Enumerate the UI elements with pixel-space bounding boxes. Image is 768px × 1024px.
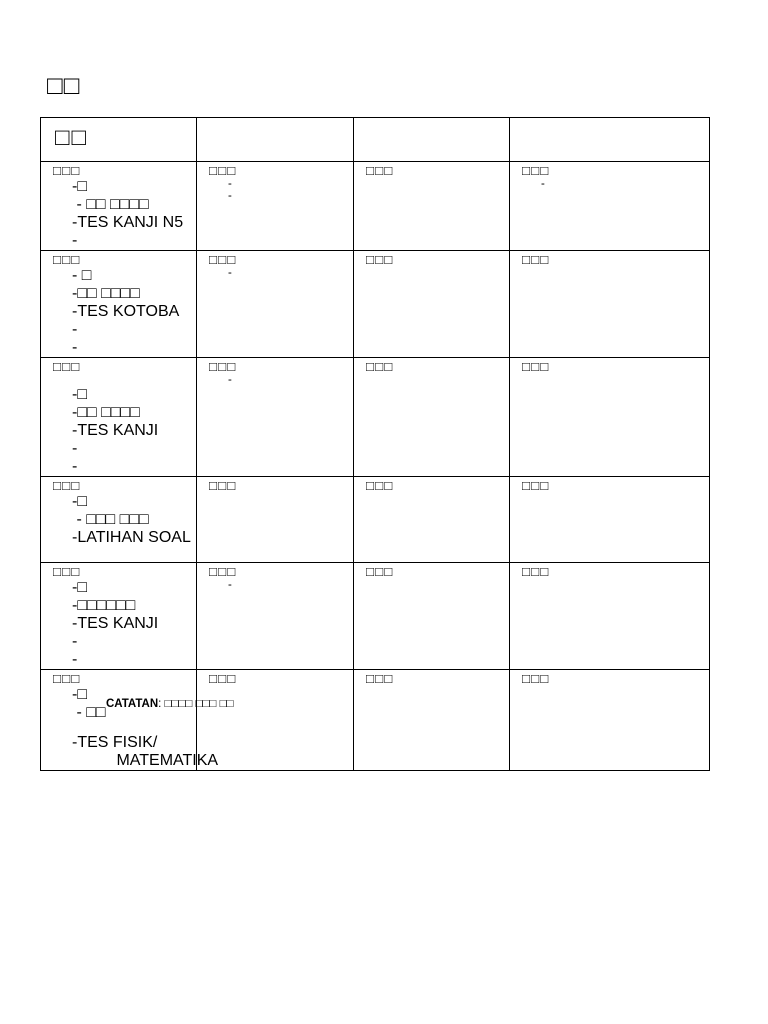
activity-item: -: [228, 178, 232, 190]
day-label: □□□: [53, 564, 81, 579]
note-label: CATATAN: [106, 698, 159, 710]
schedule-cell: [197, 162, 354, 251]
table-row: [41, 162, 710, 251]
schedule-cell: [197, 563, 354, 670]
day-label: □□□: [53, 252, 81, 267]
activity-item: -: [72, 339, 78, 356]
day-label: □□□: [522, 252, 550, 267]
table-row: [41, 477, 710, 563]
activity-item: -□□□□□□: [72, 597, 136, 614]
activity-item: -TES KANJI: [72, 422, 159, 439]
document-title: □□: [47, 70, 81, 100]
schedule-cell: [197, 251, 354, 358]
day-label: □□□: [209, 478, 237, 493]
day-label: □□□: [366, 359, 394, 374]
header-cell-4: [510, 118, 710, 162]
schedule-cell: [197, 358, 354, 477]
day-label: □□□: [522, 163, 550, 178]
activity-item: -□: [72, 178, 87, 195]
schedule-cell: [354, 251, 510, 358]
header-label: □□: [55, 124, 88, 151]
day-label: □□□: [366, 564, 394, 579]
day-label: □□□: [209, 359, 237, 374]
table-row: [41, 358, 710, 477]
activity-item: -: [541, 178, 545, 190]
day-cell: [41, 563, 197, 670]
schedule-cell: [197, 670, 354, 771]
note: [106, 698, 233, 710]
schedule-cell: [510, 162, 710, 251]
table-row: [41, 670, 710, 771]
activity-item: [72, 374, 196, 386]
activity-item: -TES FISIK/: [72, 734, 158, 751]
day-label: □□□: [366, 478, 394, 493]
header-cell-2: [197, 118, 354, 162]
activity-item: -: [72, 321, 78, 338]
activity-item: -: [228, 267, 232, 279]
activity-list: [72, 178, 196, 250]
table-header-row: [41, 118, 710, 162]
day-cell: [41, 251, 197, 358]
day-cell: [41, 162, 197, 251]
day-label: □□□: [209, 163, 237, 178]
activity-list: [72, 374, 196, 476]
activity-item: -: [228, 190, 232, 202]
day-label: □□□: [53, 359, 81, 374]
activity-item: -: [72, 232, 78, 249]
activity-item: [72, 722, 196, 734]
schedule-cell: [354, 162, 510, 251]
day-label: □□□: [366, 252, 394, 267]
schedule-cell: [510, 670, 710, 771]
activity-item: -: [72, 633, 78, 650]
activity-item: -□: [72, 579, 87, 596]
schedule-table: [40, 117, 710, 771]
day-cell: [41, 358, 197, 477]
day-cell: [41, 477, 197, 563]
activity-item: - □□ □□□□: [72, 196, 149, 213]
activity-list: [72, 579, 196, 669]
day-label: □□□: [522, 564, 550, 579]
day-label: □□□: [53, 478, 81, 493]
note-text: : □□□□ □□□ □□: [158, 698, 234, 710]
schedule-cell: [510, 563, 710, 670]
activity-item: -TES KANJI: [72, 615, 159, 632]
activity-item: - □□: [72, 704, 106, 721]
day-label: □□□: [366, 671, 394, 686]
schedule-cell: [510, 477, 710, 563]
schedule-cell: [354, 358, 510, 477]
activity-item: -: [228, 579, 232, 591]
schedule-cell: [510, 251, 710, 358]
schedule-cell: [354, 477, 510, 563]
table-row: [41, 563, 710, 670]
activity-item: -□□ □□□□: [72, 285, 140, 302]
day-label: □□□: [209, 252, 237, 267]
activity-list: [72, 267, 196, 357]
activity-item: -: [72, 440, 78, 457]
activity-item: -: [72, 458, 78, 475]
activity-item: -□: [72, 686, 87, 703]
activity-item: MATEMATIKA: [72, 752, 219, 769]
schedule-cell: [354, 670, 510, 771]
day-label: □□□: [366, 163, 394, 178]
header-cell-3: [354, 118, 510, 162]
day-label: □□□: [53, 671, 81, 686]
day-label: □□□: [522, 671, 550, 686]
activity-list: [72, 493, 196, 547]
day-label: □□□: [209, 671, 237, 686]
day-label: □□□: [522, 359, 550, 374]
activity-item: -: [228, 374, 232, 386]
activity-item: -TES KOTOBA: [72, 303, 180, 320]
activity-item: -: [72, 651, 78, 668]
activity-item: -□: [72, 493, 87, 510]
schedule-cell: [354, 563, 510, 670]
day-label: □□□: [522, 478, 550, 493]
activity-item: -□□ □□□□: [72, 404, 140, 421]
schedule-cell: [197, 477, 354, 563]
activity-item: -LATIHAN SOAL: [72, 529, 191, 546]
table-row: [41, 251, 710, 358]
activity-item: -□: [72, 386, 87, 403]
day-cell: [41, 670, 219, 771]
header-cell-1: [41, 118, 197, 162]
activity-item: -TES KANJI N5: [72, 214, 184, 231]
activity-item: - □□□ □□□: [72, 511, 149, 528]
schedule-cell: [510, 358, 710, 477]
day-label: □□□: [209, 564, 237, 579]
day-label: □□□: [53, 163, 81, 178]
activity-item: - □: [72, 267, 92, 284]
